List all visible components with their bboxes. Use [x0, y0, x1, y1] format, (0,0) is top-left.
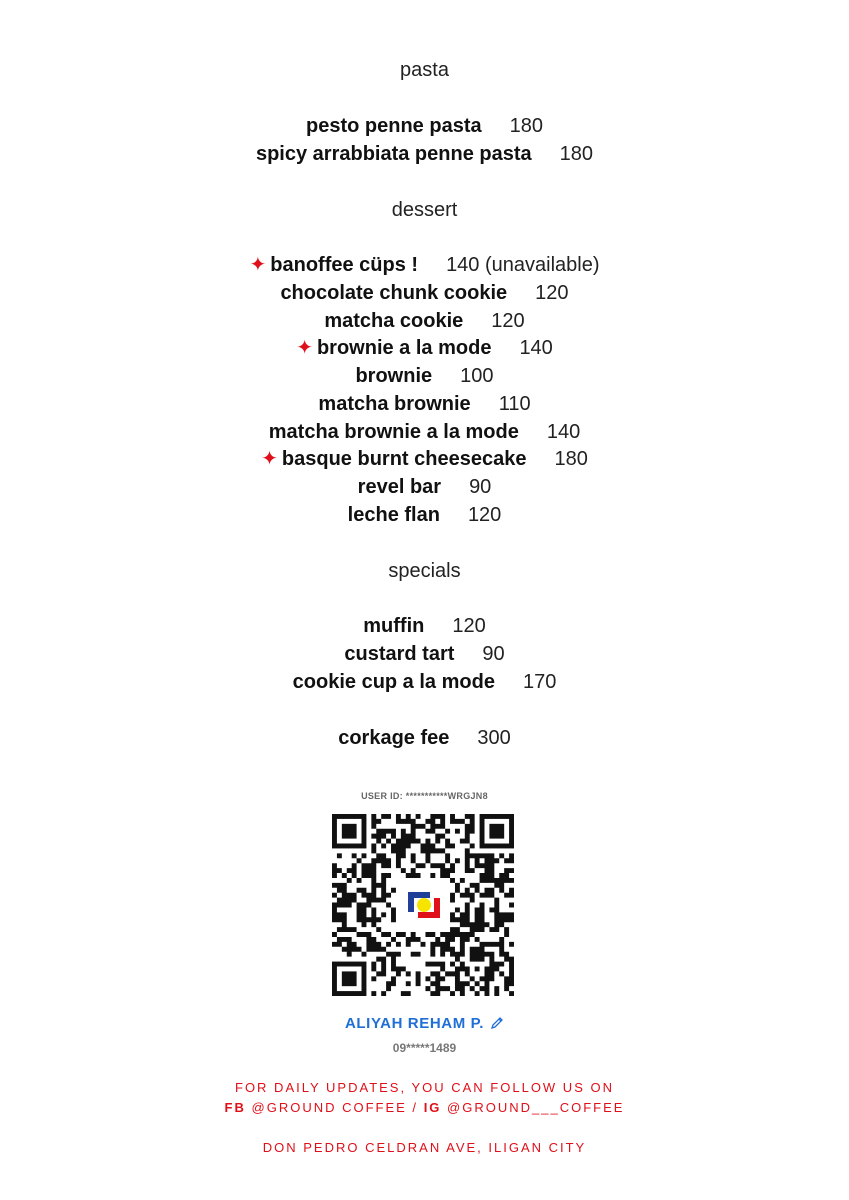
item-price: 90: [469, 476, 492, 498]
account-holder[interactable]: [0, 1014, 849, 1036]
menu-item: [0, 503, 849, 527]
item-price: 110: [498, 393, 531, 415]
item-price: 180: [559, 143, 594, 165]
menu-item: [0, 642, 849, 666]
wallet-logo-graphic: [402, 882, 446, 926]
menu-item: [0, 670, 849, 694]
item-price: 140: [546, 421, 581, 443]
qr-code[interactable]: [332, 814, 514, 996]
item-name: cookie cup a la mode: [292, 671, 495, 693]
star-icon: ✦: [296, 337, 313, 359]
item-price: 120: [491, 310, 525, 332]
item-name: matcha brownie a la mode: [268, 421, 519, 443]
menu-item: [0, 447, 849, 471]
footer-address: DON PEDRO CELDRAN AVE, ILIGAN CITY: [262, 1140, 587, 1155]
phone-number: 09*****1489: [392, 1041, 457, 1055]
section-title-dessert: dessert: [391, 199, 458, 221]
menu-item: [0, 475, 849, 499]
item-name: corkage fee: [338, 727, 450, 749]
section-title-pasta: pasta: [400, 59, 449, 81]
item-price: 120: [535, 282, 569, 304]
item-name: spicy arrabbiata penne pasta: [255, 143, 532, 165]
footer-social-line: [0, 1099, 849, 1117]
item-price: 100: [460, 365, 494, 387]
menu-item: [0, 281, 849, 305]
wallet-logo-icon: [402, 882, 446, 926]
item-price: 120: [452, 615, 486, 637]
item-name: basque burnt cheesecake: [281, 448, 527, 470]
item-name: chocolate chunk cookie: [280, 282, 508, 304]
star-icon: ✦: [249, 254, 267, 276]
fb-handle[interactable]: @GROUND COFFEE /: [251, 1100, 419, 1115]
ig-handle[interactable]: @GROUND___COFFEE: [447, 1100, 625, 1115]
menu-item: [0, 253, 849, 277]
footer-follow-line: FOR DAILY UPDATES, YOU CAN FOLLOW US ON: [235, 1080, 614, 1095]
item-name: revel bar: [357, 476, 442, 498]
item-price: 120: [467, 504, 502, 526]
item-name: matcha cookie: [324, 310, 464, 332]
user-id: USER ID: ***********WRGJN8: [361, 791, 488, 801]
section-title-specials: specials: [388, 560, 461, 582]
menu-item: [0, 309, 849, 333]
item-name: banoffee cüps !: [270, 254, 419, 276]
menu-item: [0, 142, 849, 166]
item-name: matcha brownie: [318, 393, 471, 415]
menu-item-corkage: [0, 726, 849, 750]
item-price: 140 (unavailable): [446, 254, 600, 276]
holder-name: ALIYAH REHAM P.: [344, 1015, 485, 1032]
item-name: brownie a la mode: [316, 337, 492, 359]
item-price: 300: [477, 727, 511, 749]
menu-item: [0, 614, 849, 638]
item-price: 140: [519, 337, 553, 359]
ig-label: IG: [423, 1100, 442, 1115]
menu-item: [0, 114, 849, 138]
menu-item: [0, 420, 849, 444]
menu-item: [0, 364, 849, 388]
pencil-icon[interactable]: [490, 1016, 504, 1036]
item-name: leche flan: [347, 504, 440, 526]
item-name: custard tart: [344, 643, 455, 665]
item-name: pesto penne pasta: [306, 115, 482, 137]
item-price: 170: [522, 671, 557, 693]
item-price: 180: [509, 115, 543, 137]
item-name: muffin: [363, 615, 425, 637]
menu-item: [0, 336, 849, 360]
star-icon: ✦: [261, 448, 278, 470]
menu-item: [0, 392, 849, 416]
item-price: 90: [482, 643, 505, 665]
fb-label: FB: [224, 1100, 246, 1115]
item-name: brownie: [355, 365, 433, 387]
item-price: 180: [554, 448, 588, 470]
